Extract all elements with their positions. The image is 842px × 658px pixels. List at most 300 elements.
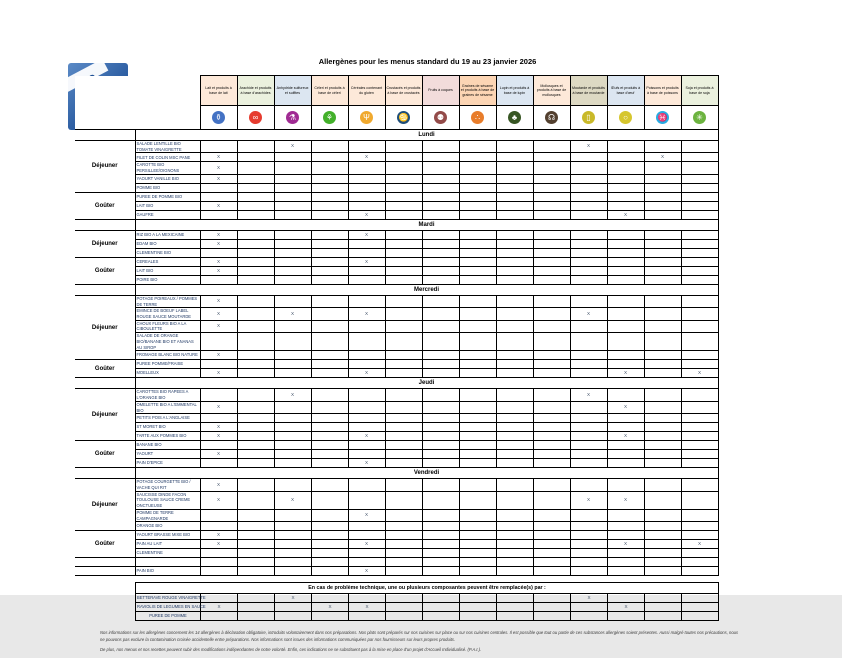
allergen-cell (385, 174, 422, 183)
dish-row (75, 320, 718, 332)
allergen-cell (607, 414, 644, 423)
dish-row (75, 275, 718, 284)
disclaimer-paragraph-1: Nos informations sur les allergènes concernent les 14 allergènes à déclaration obligatoire, introduits volontairement dans nos préparations. Nos plats sont préparés sur nos cuisines sur place ou sur nos cuisines centrales. Il est possible que tout ou partie de ces substances allergènes soient présentes. Aussi malgré toutes nos précautions, nous ne pouvons pas exclure la contamination croisée accidentelle entre préparations. Nos informations sont issues des informations communiquées par nos fournisseurs sur leurs propres produits. (100, 630, 739, 642)
allergen-cell (237, 558, 274, 567)
allergen-cell (570, 183, 607, 192)
meal-label: Déjeuner (75, 141, 135, 193)
allergen-cell (496, 141, 533, 153)
allergen-cell (607, 459, 644, 468)
allergen-cell (274, 450, 311, 459)
allergen-cell (311, 459, 348, 468)
allergen-cell (570, 266, 607, 275)
allergen-mark-cell: X (608, 603, 645, 612)
allergen-mark-cell: X (681, 369, 718, 378)
allergen-cell (459, 360, 496, 369)
allergen-cell (644, 401, 681, 413)
allergen-cell (681, 450, 718, 459)
dish-row (75, 491, 718, 509)
allergen-cell (238, 594, 275, 603)
allergen-cell (385, 333, 422, 351)
allergen-cell (274, 320, 311, 332)
allergen-cell (681, 441, 718, 450)
allergen-cell (385, 401, 422, 413)
dish-row (75, 174, 718, 183)
allergen-cell (422, 275, 459, 284)
allergen-cell (644, 275, 681, 284)
allergen-cell (681, 162, 718, 174)
allergen-cell (644, 201, 681, 210)
allergen-cell (496, 257, 533, 266)
allergen-cell (311, 320, 348, 332)
allergen-cell (607, 567, 644, 576)
allergen-cell (274, 558, 311, 567)
allergen-cell (571, 612, 608, 621)
allergen-cell (200, 141, 237, 153)
allergen-cell (681, 248, 718, 257)
allergen-cell (459, 230, 496, 239)
allergen-cell (311, 308, 348, 320)
allergen-cell (644, 183, 681, 192)
allergen-cell (607, 479, 644, 491)
allergen-cell (311, 549, 348, 558)
dish-name: PAIN BIO (135, 567, 200, 576)
dish-name: PETITS POIS A L'ANGLAISE (135, 414, 200, 423)
allergen-mark-cell: X (200, 174, 237, 183)
allergen-cell (349, 612, 386, 621)
allergen-cell (385, 230, 422, 239)
allergen-cell (533, 266, 570, 275)
allergen-cell (200, 360, 237, 369)
allergen-cell (237, 351, 274, 360)
allergen-cell (422, 183, 459, 192)
allergen-cell (570, 531, 607, 540)
allergen-cell (682, 603, 719, 612)
allergen-mark-cell: X (348, 153, 385, 162)
allergen-mark-cell: X (348, 432, 385, 441)
allergen-icon-cell (570, 106, 607, 130)
meal-label (75, 567, 135, 576)
allergen-cell (644, 522, 681, 531)
allergen-cell (645, 612, 682, 621)
allergen-cell (200, 275, 237, 284)
allergen-cell (312, 612, 349, 621)
dish-row (75, 459, 718, 468)
allergen-mark-cell: X (607, 540, 644, 549)
allergen-cell (459, 192, 496, 201)
allergen-cell (311, 295, 348, 307)
dish-name: FILET DE COLIN MSC PANE (135, 153, 200, 162)
dish-name: CLEMENTINE (135, 549, 200, 558)
allergen-cell (385, 423, 422, 432)
day-header-lundi: Lundi (135, 130, 718, 141)
allergen-cell (237, 567, 274, 576)
allergen-cell (607, 266, 644, 275)
allergen-cell (533, 509, 570, 521)
allergen-cell (422, 230, 459, 239)
allergen-cell (237, 257, 274, 266)
dish-row (75, 201, 718, 210)
allergen-cell (644, 351, 681, 360)
allergen-mark-cell: X (274, 308, 311, 320)
allergen-cell (607, 230, 644, 239)
allergen-cell (348, 479, 385, 491)
allergen-cell (607, 192, 644, 201)
allergen-cell (237, 491, 274, 509)
allergen-mark-cell: X (200, 479, 237, 491)
allergen-cell (496, 174, 533, 183)
allergen-cell (570, 162, 607, 174)
allergen-cell (274, 441, 311, 450)
allergen-cell (386, 603, 423, 612)
allergen-icon-cell (311, 106, 348, 130)
allergen-cell (570, 414, 607, 423)
allergen-cell (644, 549, 681, 558)
dish-name: POTAGE COURGETTE BIO / VACHE QUI RIT (135, 479, 200, 491)
allergen-cell (422, 479, 459, 491)
allergen-cell (497, 603, 534, 612)
allergen-cell (311, 141, 348, 153)
allergen-cell (459, 183, 496, 192)
allergen-cell (644, 174, 681, 183)
allergen-mark-cell: X (200, 432, 237, 441)
allergen-cell (422, 320, 459, 332)
allergen-cell (644, 257, 681, 266)
allergen-cell (311, 540, 348, 549)
dish-row (75, 423, 718, 432)
allergen-cell (607, 174, 644, 183)
dish-row (75, 522, 718, 531)
allergen-header-arachide: Arachide et produits à base d'arachides (237, 76, 274, 106)
allergen-cell (607, 153, 644, 162)
allergen-cell (533, 401, 570, 413)
allergen-header-celeri: Céleri et produits à base de céleri (311, 76, 348, 106)
allergen-mark-cell: X (607, 210, 644, 219)
allergen-cell (275, 603, 312, 612)
allergen-cell (422, 308, 459, 320)
allergen-cell (422, 432, 459, 441)
allergen-mark-cell: X (348, 567, 385, 576)
allergen-cell (311, 558, 348, 567)
allergen-mark-cell: X (200, 230, 237, 239)
allergen-icon-cell (533, 106, 570, 130)
allergen-cell (607, 450, 644, 459)
dish-row (75, 295, 718, 307)
allergen-cell (681, 308, 718, 320)
allergen-cell (570, 549, 607, 558)
allergen-cell (644, 210, 681, 219)
replacement-header-row (136, 583, 719, 594)
allergen-cell (570, 248, 607, 257)
allergen-mark-cell: X (200, 266, 237, 275)
mollusc-icon: ☊ (545, 111, 558, 124)
allergen-cell (348, 201, 385, 210)
dish-name: CLEMENTINE BIO (135, 248, 200, 257)
dish-name: LAIT BIO (135, 266, 200, 275)
allergen-cell (274, 522, 311, 531)
allergen-cell (533, 333, 570, 351)
allergen-cell (459, 567, 496, 576)
allergen-cell (459, 389, 496, 401)
allergen-cell (274, 351, 311, 360)
allergen-mark-cell: X (274, 491, 311, 509)
allergen-cell (237, 540, 274, 549)
allergen-cell (200, 459, 237, 468)
allergen-cell (311, 401, 348, 413)
allergen-header-sulfites: Anhydride sulfureux et sulfites (274, 76, 311, 106)
allergen-mark-cell: X (607, 401, 644, 413)
allergen-cell (274, 549, 311, 558)
dish-row (75, 351, 718, 360)
allergen-cell (385, 266, 422, 275)
allergen-cell (460, 603, 497, 612)
sulfites-icon: ⚗ (286, 111, 299, 124)
allergen-cell (682, 594, 719, 603)
allergen-cell (237, 239, 274, 248)
dish-row (75, 414, 718, 423)
allergen-cell (459, 308, 496, 320)
allergen-mark-cell: X (348, 509, 385, 521)
allergen-cell (385, 351, 422, 360)
allergen-mark-cell: X (607, 432, 644, 441)
allergen-cell (533, 210, 570, 219)
allergen-icon-cell (607, 106, 644, 130)
allergen-cell (496, 201, 533, 210)
lupin-icon: ♣ (508, 111, 521, 124)
allergen-cell (459, 549, 496, 558)
replacement-table-body (136, 583, 719, 621)
allergen-mark-cell: X (200, 162, 237, 174)
allergen-cell (237, 230, 274, 239)
allergen-cell (644, 450, 681, 459)
allergen-icon-cell (348, 106, 385, 130)
dish-row (136, 603, 719, 612)
allergen-cell (570, 558, 607, 567)
meal-label: Goûter (75, 257, 135, 284)
allergen-cell (459, 351, 496, 360)
allergen-mark-cell: X (348, 308, 385, 320)
allergen-cell (422, 141, 459, 153)
day-gutter (75, 130, 135, 141)
allergen-cell (422, 248, 459, 257)
dish-row (75, 230, 718, 239)
allergen-cell (681, 201, 718, 210)
allergen-header-row (75, 76, 718, 106)
allergen-cell (459, 491, 496, 509)
allergen-cell (496, 389, 533, 401)
allergen-cell (459, 414, 496, 423)
allergen-mark-cell: X (570, 491, 607, 509)
dish-name: GAUFRE (135, 210, 200, 219)
allergen-cell (570, 459, 607, 468)
day-header-mercredi: Mercredi (135, 284, 718, 295)
allergen-cell (570, 360, 607, 369)
allergen-cell (607, 141, 644, 153)
allergen-cell (200, 549, 237, 558)
allergen-mark-cell: X (200, 201, 237, 210)
allergen-cell (681, 558, 718, 567)
allergen-cell (533, 389, 570, 401)
celery-icon: ⚘ (323, 111, 336, 124)
allergen-cell (459, 210, 496, 219)
allergen-cell (570, 351, 607, 360)
allergen-icon-row (75, 106, 718, 130)
allergen-cell (533, 174, 570, 183)
allergen-cell (385, 275, 422, 284)
allergen-cell (570, 320, 607, 332)
allergen-cell (681, 389, 718, 401)
allergen-mark-cell: X (348, 230, 385, 239)
allergen-mark-cell: X (200, 351, 237, 360)
allergen-cell (237, 450, 274, 459)
allergen-cell (385, 509, 422, 521)
allergen-cell (496, 479, 533, 491)
allergen-cell (570, 423, 607, 432)
allergen-cell (570, 201, 607, 210)
allergen-cell (422, 423, 459, 432)
allergen-cell (348, 192, 385, 201)
allergen-cell (533, 308, 570, 320)
allergen-cell (681, 351, 718, 360)
dish-name: RAVIOLIS DE LEGUMES EN SAUCE (136, 603, 201, 612)
allergen-cell (274, 230, 311, 239)
allergen-cell (423, 612, 460, 621)
allergen-cell (237, 441, 274, 450)
dish-row (75, 540, 718, 549)
dish-name: ORANGE BIO (135, 522, 200, 531)
allergen-mark-cell: X (200, 308, 237, 320)
menu-table-body (75, 130, 718, 576)
allergen-cell (422, 441, 459, 450)
allergen-cell (385, 192, 422, 201)
allergen-cell (385, 531, 422, 540)
allergen-mark-cell: X (275, 594, 312, 603)
allergen-cell (385, 369, 422, 378)
allergen-cell (607, 441, 644, 450)
allergen-cell (237, 369, 274, 378)
allergen-cell (459, 162, 496, 174)
allergen-cell (607, 509, 644, 521)
soy-icon: ✳ (693, 111, 706, 124)
allergen-cell (459, 295, 496, 307)
allergen-cell (681, 192, 718, 201)
allergen-cell (422, 531, 459, 540)
allergen-cell (200, 248, 237, 257)
allergen-cell (644, 389, 681, 401)
allergen-cell (533, 239, 570, 248)
allergen-cell (496, 162, 533, 174)
allergen-cell (422, 210, 459, 219)
allergen-cell (607, 295, 644, 307)
allergen-mark-cell: X (349, 603, 386, 612)
allergen-header-crustaces: Crustacés et produits à base de crustacés (385, 76, 422, 106)
dish-row (75, 192, 718, 201)
allergen-cell (644, 540, 681, 549)
dish-name: POMME BIO (135, 183, 200, 192)
dish-row (75, 333, 718, 351)
dish-row (75, 441, 718, 450)
allergen-cell (533, 248, 570, 257)
allergen-cell (311, 248, 348, 257)
allergen-cell (607, 320, 644, 332)
allergen-cell (200, 567, 237, 576)
allergen-cell (348, 491, 385, 509)
allergen-cell (607, 162, 644, 174)
allergen-cell (644, 239, 681, 248)
allergen-header-gluten: Céréales contenant du gluten (348, 76, 385, 106)
allergen-cell (385, 153, 422, 162)
allergen-cell (348, 162, 385, 174)
dish-name: BETTERAVE ROUGE VINAIGRETTE (136, 594, 201, 603)
allergen-cell (422, 162, 459, 174)
allergen-cell (496, 540, 533, 549)
allergen-cell (459, 141, 496, 153)
allergen-cell (681, 459, 718, 468)
allergen-cell (681, 360, 718, 369)
allergen-cell (237, 174, 274, 183)
allergen-cell (459, 441, 496, 450)
allergen-cell (274, 239, 311, 248)
allergen-cell (200, 333, 237, 351)
allergen-cell (644, 558, 681, 567)
allergen-cell (385, 441, 422, 450)
allergen-cell (200, 509, 237, 521)
allergen-cell (681, 257, 718, 266)
allergen-cell (681, 210, 718, 219)
footer-disclaimer (100, 630, 740, 654)
allergen-cell (348, 266, 385, 275)
allergen-cell (311, 153, 348, 162)
dish-name: BANANE BIO (135, 441, 200, 450)
allergen-cell (237, 389, 274, 401)
allergen-cell (422, 239, 459, 248)
allergen-cell (385, 183, 422, 192)
allergen-cell (644, 432, 681, 441)
allergen-cell (681, 567, 718, 576)
allergen-cell (237, 423, 274, 432)
gluten-icon: Ψ (360, 111, 373, 124)
allergen-cell (681, 479, 718, 491)
allergen-cell (348, 360, 385, 369)
allergen-cell (570, 522, 607, 531)
meal-label: Goûter (75, 192, 135, 219)
allergen-cell (274, 210, 311, 219)
allergen-cell (607, 257, 644, 266)
allergen-cell (644, 531, 681, 540)
allergen-cell (533, 432, 570, 441)
allergen-cell (644, 192, 681, 201)
allergen-cell (570, 441, 607, 450)
allergen-cell (570, 230, 607, 239)
allergen-cell (237, 308, 274, 320)
allergen-cell (237, 333, 274, 351)
allergen-cell (311, 432, 348, 441)
allergen-cell (237, 320, 274, 332)
allergen-cell (311, 491, 348, 509)
dish-name: YAOURT (135, 450, 200, 459)
allergen-cell (644, 141, 681, 153)
dish-row (75, 248, 718, 257)
allergen-cell (422, 153, 459, 162)
allergen-mark-cell: X (348, 210, 385, 219)
allergen-cell (311, 162, 348, 174)
allergen-cell (385, 360, 422, 369)
allergen-cell (570, 509, 607, 521)
allergen-cell (533, 567, 570, 576)
allergen-cell (681, 401, 718, 413)
allergen-cell (311, 441, 348, 450)
allergen-cell (237, 459, 274, 468)
allergen-cell (533, 450, 570, 459)
